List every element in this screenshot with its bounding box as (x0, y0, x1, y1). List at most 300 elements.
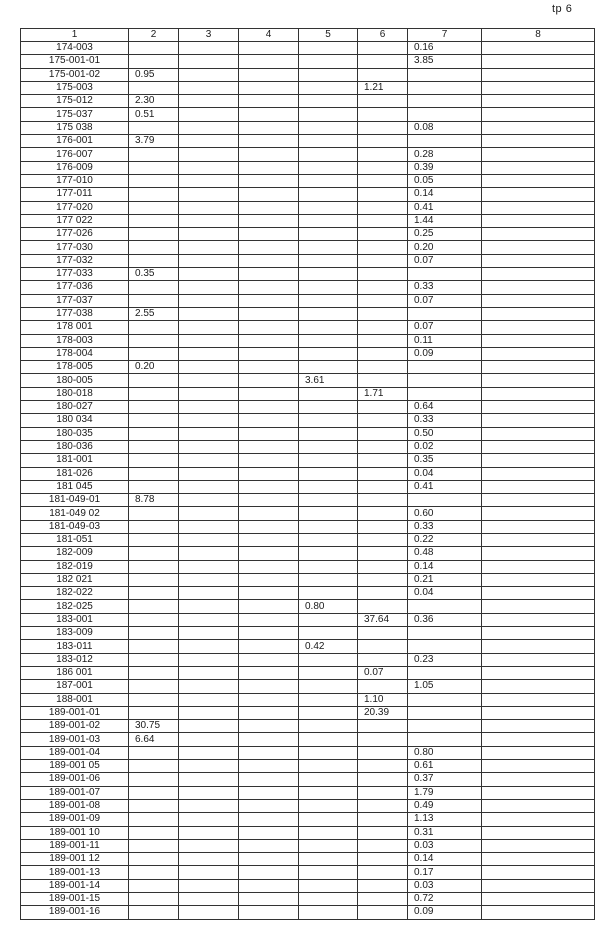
value-cell (358, 507, 408, 520)
value-cell (129, 241, 179, 254)
value-cell (239, 307, 299, 320)
table-row (21, 81, 595, 94)
value-cell (358, 254, 408, 267)
row-code-cell: 189-001-11 (21, 839, 129, 852)
value-cell (129, 693, 179, 706)
value-cell (299, 467, 358, 480)
value-cell (482, 467, 595, 480)
value-cell (358, 321, 408, 334)
value-cell (482, 640, 595, 653)
value-cell (179, 121, 239, 134)
value-cell (129, 281, 179, 294)
value-cell (299, 42, 358, 55)
table-row (21, 879, 595, 892)
table-row (21, 600, 595, 613)
value-cell (129, 587, 179, 600)
value-cell (482, 773, 595, 786)
value-cell (179, 839, 239, 852)
value-cell (239, 627, 299, 640)
value-cell (482, 81, 595, 94)
value-cell (179, 627, 239, 640)
value-cell (482, 786, 595, 799)
table-row (21, 627, 595, 640)
table-row (21, 427, 595, 440)
value-cell (179, 188, 239, 201)
value-cell (358, 121, 408, 134)
value-cell (358, 600, 408, 613)
value-cell (129, 188, 179, 201)
row-code-cell: 175 038 (21, 121, 129, 134)
table-row (21, 547, 595, 560)
value-cell (129, 653, 179, 666)
value-cell (299, 560, 358, 573)
table-row (21, 706, 595, 719)
value-cell (482, 68, 595, 81)
value-cell (299, 547, 358, 560)
value-cell (358, 42, 408, 55)
value-cell: 0.20 (408, 241, 482, 254)
value-cell (129, 760, 179, 773)
value-cell: 0.20 (129, 361, 179, 374)
value-cell (179, 161, 239, 174)
row-code-cell: 186 001 (21, 666, 129, 679)
table-row (21, 813, 595, 826)
table-row (21, 507, 595, 520)
value-cell (358, 68, 408, 81)
value-cell (299, 720, 358, 733)
value-cell: 0.04 (408, 467, 482, 480)
value-cell (299, 906, 358, 919)
table-row (21, 440, 595, 453)
value-cell (358, 587, 408, 600)
table-row (21, 839, 595, 852)
value-cell (482, 201, 595, 214)
value-cell (179, 294, 239, 307)
row-code-cell: 187-001 (21, 680, 129, 693)
value-cell: 0.23 (408, 653, 482, 666)
value-cell (482, 893, 595, 906)
row-code-cell: 189-001 12 (21, 853, 129, 866)
value-cell (299, 680, 358, 693)
value-cell: 0.02 (408, 440, 482, 453)
value-cell (358, 494, 408, 507)
value-cell (239, 520, 299, 533)
value-cell (239, 746, 299, 759)
value-cell (408, 494, 482, 507)
value-cell (482, 454, 595, 467)
value-cell (482, 307, 595, 320)
table-row (21, 135, 595, 148)
row-code-cell: 178 001 (21, 321, 129, 334)
value-cell: 0.37 (408, 773, 482, 786)
value-cell (482, 666, 595, 679)
value-cell (299, 746, 358, 759)
value-cell (239, 533, 299, 546)
value-cell (129, 853, 179, 866)
value-cell (358, 374, 408, 387)
row-code-cell: 189-001-14 (21, 879, 129, 892)
value-cell (239, 68, 299, 81)
value-cell (179, 906, 239, 919)
value-cell (299, 414, 358, 427)
value-cell (129, 467, 179, 480)
value-cell (358, 228, 408, 241)
value-cell: 0.95 (129, 68, 179, 81)
value-cell (179, 214, 239, 227)
value-cell (482, 121, 595, 134)
value-cell (408, 374, 482, 387)
value-cell (299, 347, 358, 360)
value-cell (179, 547, 239, 560)
value-cell: 0.51 (129, 108, 179, 121)
value-cell (299, 241, 358, 254)
value-cell (358, 95, 408, 108)
value-cell (358, 174, 408, 187)
value-cell (299, 148, 358, 161)
value-cell (239, 281, 299, 294)
value-cell: 0.03 (408, 879, 482, 892)
value-cell (299, 281, 358, 294)
table-row (21, 653, 595, 666)
value-cell (482, 214, 595, 227)
table-row (21, 188, 595, 201)
table-row (21, 347, 595, 360)
value-cell: 1.44 (408, 214, 482, 227)
value-cell (129, 321, 179, 334)
value-cell (482, 42, 595, 55)
value-cell (482, 494, 595, 507)
table-row (21, 826, 595, 839)
value-cell (358, 839, 408, 852)
value-cell (179, 893, 239, 906)
table-row (21, 494, 595, 507)
value-cell (482, 294, 595, 307)
value-cell (299, 666, 358, 679)
value-cell (239, 507, 299, 520)
value-cell: 0.80 (408, 746, 482, 759)
value-cell: 0.16 (408, 42, 482, 55)
value-cell (299, 161, 358, 174)
value-cell (179, 773, 239, 786)
value-cell: 0.22 (408, 533, 482, 546)
value-cell (482, 826, 595, 839)
value-cell: 37.64 (358, 613, 408, 626)
value-cell (129, 121, 179, 134)
table-row (21, 201, 595, 214)
value-cell (358, 520, 408, 533)
value-cell (408, 627, 482, 640)
value-cell (358, 161, 408, 174)
value-cell (358, 55, 408, 68)
value-cell (239, 666, 299, 679)
value-cell (358, 760, 408, 773)
row-code-cell: 180-018 (21, 387, 129, 400)
value-cell (239, 706, 299, 719)
column-header: 4 (239, 29, 299, 42)
value-cell (482, 680, 595, 693)
value-cell (358, 241, 408, 254)
table-row (21, 148, 595, 161)
value-cell (482, 414, 595, 427)
value-cell: 0.17 (408, 866, 482, 879)
table-row (21, 640, 595, 653)
value-cell (179, 81, 239, 94)
value-cell (179, 148, 239, 161)
value-cell (179, 55, 239, 68)
value-cell (299, 454, 358, 467)
row-code-cell: 181-049-03 (21, 520, 129, 533)
value-cell (239, 839, 299, 852)
value-cell (179, 507, 239, 520)
value-cell (239, 347, 299, 360)
value-cell (299, 401, 358, 414)
value-cell (358, 188, 408, 201)
value-cell: 6.64 (129, 733, 179, 746)
value-cell (482, 587, 595, 600)
value-cell (299, 693, 358, 706)
value-cell (239, 174, 299, 187)
value-cell (179, 68, 239, 81)
value-cell (179, 853, 239, 866)
value-cell (239, 640, 299, 653)
row-code-cell: 182 021 (21, 573, 129, 586)
value-cell (179, 879, 239, 892)
value-cell (179, 42, 239, 55)
value-cell (482, 573, 595, 586)
value-cell (129, 347, 179, 360)
value-cell (129, 773, 179, 786)
value-cell (129, 427, 179, 440)
value-cell: 0.36 (408, 613, 482, 626)
value-cell (239, 214, 299, 227)
value-cell: 0.50 (408, 427, 482, 440)
value-cell (129, 507, 179, 520)
table-row (21, 174, 595, 187)
value-cell: 0.14 (408, 188, 482, 201)
value-cell (482, 813, 595, 826)
value-cell (408, 268, 482, 281)
value-cell (358, 334, 408, 347)
row-code-cell: 189-001-02 (21, 720, 129, 733)
value-cell (239, 361, 299, 374)
value-cell (239, 573, 299, 586)
value-cell (129, 55, 179, 68)
value-cell (239, 241, 299, 254)
value-cell (239, 494, 299, 507)
value-cell (179, 733, 239, 746)
value-cell (408, 361, 482, 374)
value-cell (358, 799, 408, 812)
row-code-cell: 189-001-08 (21, 799, 129, 812)
value-cell (179, 228, 239, 241)
table-row (21, 161, 595, 174)
value-cell (239, 401, 299, 414)
value-cell (358, 281, 408, 294)
value-cell (482, 799, 595, 812)
value-cell (408, 666, 482, 679)
column-header: 3 (179, 29, 239, 42)
value-cell (299, 268, 358, 281)
table-row (21, 361, 595, 374)
row-code-cell: 181-049 02 (21, 507, 129, 520)
value-cell (482, 228, 595, 241)
value-cell (299, 653, 358, 666)
value-cell: 0.72 (408, 893, 482, 906)
value-cell (299, 307, 358, 320)
row-code-cell: 182-009 (21, 547, 129, 560)
value-cell (239, 733, 299, 746)
value-cell (129, 174, 179, 187)
value-cell (482, 135, 595, 148)
table-row (21, 241, 595, 254)
row-code-cell: 178-005 (21, 361, 129, 374)
row-code-cell: 180-036 (21, 440, 129, 453)
value-cell (129, 746, 179, 759)
table-row (21, 906, 595, 919)
value-cell (482, 706, 595, 719)
row-code-cell: 175-001-02 (21, 68, 129, 81)
row-code-cell: 183-009 (21, 627, 129, 640)
value-cell (129, 666, 179, 679)
value-cell (179, 307, 239, 320)
value-cell (299, 480, 358, 493)
table-row (21, 680, 595, 693)
value-cell (179, 361, 239, 374)
value-cell (299, 55, 358, 68)
value-cell (358, 773, 408, 786)
row-code-cell: 181 045 (21, 480, 129, 493)
value-cell (299, 879, 358, 892)
value-cell: 0.25 (408, 228, 482, 241)
value-cell (239, 866, 299, 879)
value-cell (408, 640, 482, 653)
value-cell (129, 813, 179, 826)
table-row (21, 760, 595, 773)
value-cell: 0.33 (408, 414, 482, 427)
value-cell: 0.31 (408, 826, 482, 839)
value-cell (299, 321, 358, 334)
value-cell (239, 414, 299, 427)
value-cell: 0.09 (408, 906, 482, 919)
value-cell (239, 786, 299, 799)
value-cell (129, 786, 179, 799)
value-cell (482, 361, 595, 374)
value-cell (239, 813, 299, 826)
value-cell (482, 95, 595, 108)
row-code-cell: 177-033 (21, 268, 129, 281)
table-row (21, 95, 595, 108)
value-cell (299, 494, 358, 507)
value-cell (408, 720, 482, 733)
row-code-cell: 189-001 05 (21, 760, 129, 773)
value-cell (239, 906, 299, 919)
value-cell (179, 706, 239, 719)
value-cell (358, 454, 408, 467)
value-cell (239, 228, 299, 241)
value-cell (358, 480, 408, 493)
value-cell (408, 387, 482, 400)
value-cell (482, 161, 595, 174)
table-row (21, 42, 595, 55)
value-cell (179, 347, 239, 360)
table-row (21, 374, 595, 387)
table-row (21, 573, 595, 586)
value-cell (179, 866, 239, 879)
value-cell (482, 427, 595, 440)
row-code-cell: 189-001-06 (21, 773, 129, 786)
value-cell (179, 440, 239, 453)
value-cell (299, 773, 358, 786)
row-code-cell: 177-030 (21, 241, 129, 254)
value-cell: 0.21 (408, 573, 482, 586)
value-cell: 0.33 (408, 520, 482, 533)
row-code-cell: 175-012 (21, 95, 129, 108)
row-code-cell: 180-027 (21, 401, 129, 414)
table-row (21, 321, 595, 334)
value-cell (239, 201, 299, 214)
value-cell (129, 454, 179, 467)
value-cell (179, 480, 239, 493)
value-cell (358, 853, 408, 866)
value-cell: 0.05 (408, 174, 482, 187)
value-cell (299, 799, 358, 812)
value-cell (239, 254, 299, 267)
value-cell (129, 893, 179, 906)
value-cell (358, 294, 408, 307)
value-cell (299, 135, 358, 148)
value-cell (358, 653, 408, 666)
table-row (21, 268, 595, 281)
value-cell (129, 640, 179, 653)
column-header: 8 (482, 29, 595, 42)
value-cell (239, 374, 299, 387)
row-code-cell: 180-005 (21, 374, 129, 387)
row-code-cell: 189-001-15 (21, 893, 129, 906)
value-cell (358, 347, 408, 360)
value-cell (129, 440, 179, 453)
value-cell (129, 148, 179, 161)
row-code-cell: 183-001 (21, 613, 129, 626)
table-row (21, 281, 595, 294)
value-cell (129, 520, 179, 533)
value-cell: 0.07 (408, 294, 482, 307)
value-cell (179, 454, 239, 467)
table-row (21, 893, 595, 906)
value-cell (358, 361, 408, 374)
value-cell (299, 68, 358, 81)
value-cell (129, 547, 179, 560)
value-cell (179, 640, 239, 653)
value-cell (179, 374, 239, 387)
row-code-cell: 183-012 (21, 653, 129, 666)
value-cell (299, 188, 358, 201)
table-row (21, 587, 595, 600)
page-number: tp 6 (552, 3, 573, 15)
value-cell (239, 799, 299, 812)
value-cell (239, 188, 299, 201)
value-cell (482, 839, 595, 852)
value-cell (299, 440, 358, 453)
value-cell (179, 720, 239, 733)
value-cell (129, 600, 179, 613)
row-code-cell: 182-019 (21, 560, 129, 573)
value-cell (179, 387, 239, 400)
value-cell (239, 826, 299, 839)
value-cell: 3.85 (408, 55, 482, 68)
value-cell (179, 813, 239, 826)
value-cell (239, 108, 299, 121)
value-cell (179, 600, 239, 613)
